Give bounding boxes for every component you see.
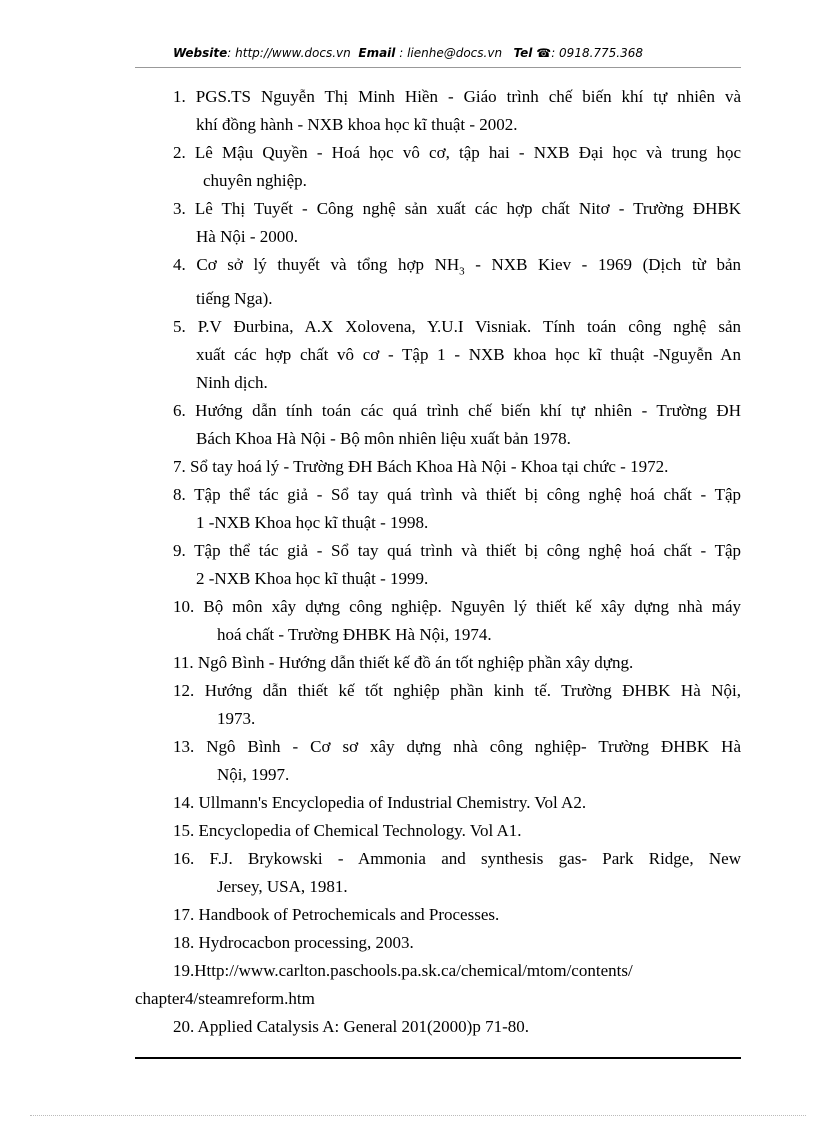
ref-line: chapter4/steamreform.htm xyxy=(135,989,315,1009)
reference-item xyxy=(135,929,741,957)
page-header xyxy=(0,46,816,60)
ref-line: 14. Ullmann's Encyclopedia of Industrial Chemistry. Vol A2. xyxy=(173,793,587,813)
ref-line: 2. Lê Mậu Quyền - Hoá học vô cơ, tập hai - NXB Đại học và trung học xyxy=(173,143,741,162)
reference-item xyxy=(135,649,741,677)
reference-item xyxy=(135,251,741,313)
reference-item xyxy=(135,195,741,251)
ref-text: - NXB Kiev - 1969 (Dịch từ bản xyxy=(464,255,741,274)
footer-divider xyxy=(135,1057,741,1059)
ref-line: 17. Handbook of Petrochemicals and Processes. xyxy=(173,905,500,925)
ref-line: 15. Encyclopedia of Chemical Technology. Vol A1. xyxy=(173,821,522,841)
ref-line: chuyên nghiệp. xyxy=(203,171,307,190)
ref-line xyxy=(135,251,741,285)
reference-item xyxy=(135,789,741,817)
tel-value: : 0918.775.368 xyxy=(551,46,644,60)
ref-line: 11. Ngô Bình - Hướng dẫn thiết kế đồ án tốt nghiệp phần xây dựng. xyxy=(173,653,634,673)
website-label: Website xyxy=(172,46,228,60)
ref-line: hoá chất - Trường ĐHBK Hà Nội, 1974. xyxy=(217,625,492,645)
email-label: Email xyxy=(358,46,396,60)
reference-item xyxy=(135,901,741,929)
ref-line: 13. Ngô Bình - Cơ sơ xây dựng nhà công nghiệp- Trường ĐHBK Hà xyxy=(173,737,741,757)
email-value: : lienhe@docs.vn xyxy=(395,46,503,60)
website-value: : http://www.docs.vn xyxy=(227,46,351,60)
ref-line: xuất các hợp chất vô cơ - Tập 1 - NXB khoa học kĩ thuật -Nguyễn An xyxy=(196,345,741,365)
ref-line: 12. Hướng dẫn thiết kế tốt nghiệp phần kinh tế. Trường ĐHBK Hà Nội, xyxy=(173,681,741,701)
ref-line: Ninh dịch. xyxy=(196,373,268,393)
reference-item xyxy=(135,83,741,139)
ref-line: 1. PGS.TS Nguyễn Thị Minh Hiền - Giáo trình chế biến khí tự nhiên và xyxy=(173,87,741,106)
reference-item xyxy=(135,733,741,789)
page-bottom-dotted-line xyxy=(30,1115,806,1116)
ref-line: 1973. xyxy=(217,709,256,729)
header-divider xyxy=(135,67,741,68)
reference-item xyxy=(135,453,741,481)
reference-item xyxy=(135,845,741,901)
reference-item xyxy=(135,957,741,1013)
reference-item xyxy=(135,593,741,649)
reference-item xyxy=(135,397,741,453)
ref-line: Jersey, USA, 1981. xyxy=(217,877,348,897)
ref-line: 9. Tập thể tác giả - Sổ tay quá trình và thiết bị công nghệ hoá chất - Tập xyxy=(173,541,741,561)
reference-item xyxy=(135,677,741,733)
ref-line: 16. F.J. Brykowski - Ammonia and synthesis gas- Park Ridge, New xyxy=(173,849,741,869)
reference-item xyxy=(135,313,741,397)
tel-label: Tel xyxy=(513,46,533,60)
reference-list xyxy=(135,83,741,1041)
ref-line: 6. Hướng dẫn tính toán các quá trình chế biến khí tự nhiên - Trường ĐH xyxy=(173,401,741,421)
ref-line: 3. Lê Thị Tuyết - Công nghệ sản xuất các hợp chất Nitơ - Trường ĐHBK xyxy=(173,199,741,218)
ref-line: 7. Sổ tay hoá lý - Trường ĐH Bách Khoa Hà Nội - Khoa tại chức - 1972. xyxy=(173,457,669,477)
ref-line: 8. Tập thể tác giả - Sổ tay quá trình và thiết bị công nghệ hoá chất - Tập xyxy=(173,485,741,505)
reference-item xyxy=(135,1013,741,1041)
ref-line: 1 -NXB Khoa học kĩ thuật - 1998. xyxy=(196,513,429,533)
ref-line: Bách Khoa Hà Nội - Bộ môn nhiên liệu xuất bản 1978. xyxy=(196,429,571,449)
reference-item xyxy=(135,817,741,845)
ref-line: 18. Hydrocacbon processing, 2003. xyxy=(173,933,414,953)
ref-line: 19.Http://www.carlton.paschools.pa.sk.ca/chemical/mtom/contents/ xyxy=(173,961,633,981)
ref-text: 4. Cơ sở lý thuyết và tổng hợp NH xyxy=(173,255,460,274)
reference-item xyxy=(135,537,741,593)
ref-line: Hà Nội - 2000. xyxy=(196,227,298,246)
reference-item xyxy=(135,481,741,537)
reference-item xyxy=(135,139,741,195)
ref-line: 10. Bộ môn xây dựng công nghiệp. Nguyên lý thiết kế xây dựng nhà máy xyxy=(173,597,741,617)
ref-line: 2 -NXB Khoa học kĩ thuật - 1999. xyxy=(196,569,429,589)
ref-line: tiếng Nga). xyxy=(196,289,273,309)
ref-line: Nội, 1997. xyxy=(217,765,290,785)
ref-line: 20. Applied Catalysis A: General 201(2000)p 71-80. xyxy=(173,1017,530,1037)
ref-line: 5. P.V Đurbina, A.X Xolovena, Y.U.I Visniak. Tính toán công nghệ sản xyxy=(173,317,741,337)
ref-line: khí đồng hành - NXB khoa học kĩ thuật - 2002. xyxy=(196,115,518,134)
phone-icon: ☎ xyxy=(536,46,552,60)
subscript: 3 xyxy=(459,265,465,278)
